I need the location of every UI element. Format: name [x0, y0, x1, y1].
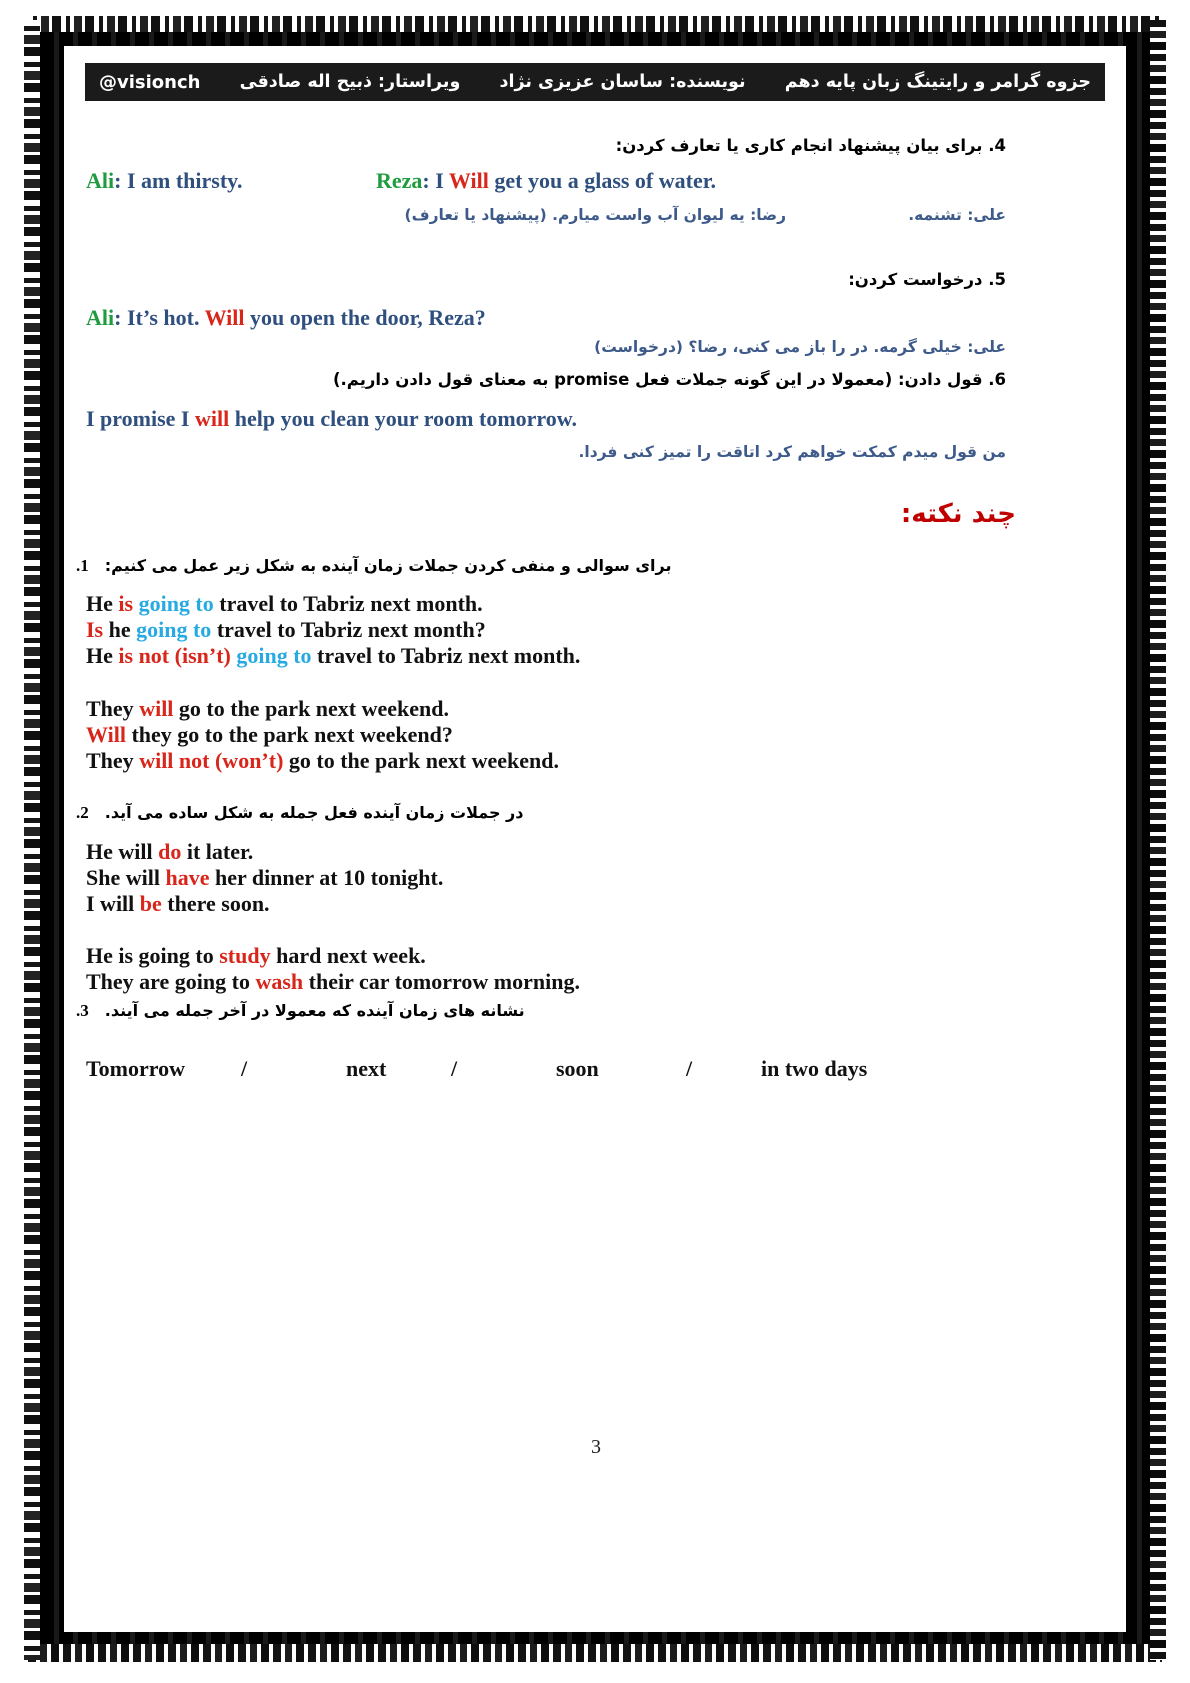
note2-example1-pre: He will	[86, 839, 159, 864]
note1-b-line3-hl-willnot: will not (won’t)	[139, 748, 284, 773]
item4-translation-a: علی: تشنمه.	[908, 206, 1006, 224]
note1-a-line3-hl-goingto: going to	[230, 643, 312, 668]
note1-b-line3	[86, 745, 559, 776]
note1-b-line1-pre: They	[86, 696, 140, 721]
note2-example3-hl-be: be	[139, 891, 162, 916]
note2-example4-post: hard next week.	[270, 943, 426, 968]
item6-example	[86, 404, 577, 434]
header-author: نویسنده: ساسان عزیزی نژاد	[499, 72, 746, 92]
note2-row	[76, 803, 986, 823]
marker-sep-3: /	[686, 1056, 693, 1081]
item5-modal-will: Will	[204, 305, 245, 330]
marker-sep-1: /	[241, 1056, 248, 1081]
note3-heading: نشانه های زمان آینده که معمولا در آخر جمله می آیند.	[104, 1001, 525, 1020]
item4-speaker-b-post: get you a glass of water.	[488, 168, 716, 193]
marker-sep-2: /	[451, 1056, 458, 1081]
marker-in-two-days: in two days	[761, 1056, 868, 1081]
note2-example2-hl-have: have	[165, 865, 210, 890]
item6-pre: I promise I	[86, 406, 195, 431]
note1-a-line3-hl-isnot: is not (isn’t)	[118, 643, 231, 668]
item4-speaker-b-name: Reza	[376, 168, 423, 193]
item4-dialog-a	[86, 166, 242, 196]
item4-speaker-a-text: : I am thirsty.	[114, 168, 243, 193]
note2-index: .2	[76, 803, 89, 822]
note1-row	[76, 556, 986, 576]
note1-b-line3-pre: They	[86, 748, 140, 773]
marker-soon: soon	[556, 1056, 599, 1081]
note2-example5-hl-wash: wash	[255, 969, 304, 994]
marker-tomorrow: Tomorrow	[86, 1056, 185, 1081]
note2-example1-post: it later.	[181, 839, 254, 864]
note1-b-line2-post: they go to the park next weekend?	[125, 722, 453, 747]
item5-post: you open the door, Reza?	[244, 305, 486, 330]
item4-modal-will: Will	[448, 168, 489, 193]
note1-a-line2-mid: he	[103, 617, 137, 642]
note1-b-line2-hl-will: Will	[86, 722, 126, 747]
note1-a-line3-post: travel to Tabriz next month.	[311, 643, 581, 668]
note2-example5	[86, 966, 580, 997]
item5-heading: 5. درخواست کردن:	[848, 270, 1006, 289]
note1-a-line3-pre: He	[86, 643, 119, 668]
note2-example3-post: there soon.	[161, 891, 270, 916]
header-title: جزوه گرامر و رایتینگ زبان پایه دهم	[784, 72, 1091, 92]
item6-post: help you clean your room tomorrow.	[229, 406, 577, 431]
note3-index: .3	[76, 1001, 89, 1020]
note1-a-line1-post: travel to Tabriz next month.	[213, 591, 483, 616]
note1-b-line3-post: go to the park next weekend.	[283, 748, 560, 773]
item5-translation: علی: خیلی گرمه. در را باز می کنی، رضا؟ (درخواست)	[594, 338, 1006, 356]
note1-a-line1-hl-is: is	[118, 591, 134, 616]
note1-index: .1	[76, 556, 89, 575]
note2-example1-hl-do: do	[158, 839, 182, 864]
note2-example3-pre: I will	[86, 891, 140, 916]
note1-a-line1-pre: He	[86, 591, 119, 616]
item6-modal-will: will	[195, 406, 230, 431]
header-social-handle: @visionch	[99, 71, 201, 93]
item4-dialog-b	[376, 166, 716, 196]
note2-example2-post: her dinner at 10 tonight.	[209, 865, 444, 890]
item4-speaker-a-name: Ali	[86, 168, 115, 193]
item5-dialog	[86, 303, 486, 333]
page-number: 3	[591, 1436, 601, 1458]
note1-a-line2-hl-is: Is	[86, 617, 104, 642]
item5-pre: : It’s hot.	[114, 305, 205, 330]
note2-example4-pre: He is going to	[86, 943, 220, 968]
future-time-markers	[86, 1056, 867, 1082]
header-editor: ویراستار: ذبیح اله صادقی	[239, 72, 461, 92]
item6-heading: 6. قول دادن: (معمولا در این گونه جملات فعل promise به معنای قول دادن داریم.)	[332, 370, 1006, 389]
item4-speaker-b-pre: : I	[422, 168, 449, 193]
note2-example2-pre: She will	[86, 865, 166, 890]
item5-speaker-name: Ali	[86, 305, 115, 330]
document-header-bar	[85, 63, 1105, 101]
note1-b-line1-hl-will: will	[139, 696, 174, 721]
item4-heading: 4. برای بیان پیشنهاد انجام کاری یا تعارف کردن:	[615, 136, 1006, 155]
note3-row	[76, 1001, 986, 1021]
note2-example4-hl-study: study	[219, 943, 271, 968]
note1-heading: برای سوالی و منفی کردن جملات زمان آینده به شکل زیر عمل می کنیم:	[104, 556, 672, 575]
note2-example5-post: their car tomorrow morning.	[303, 969, 580, 994]
page-content	[76, 56, 1116, 1622]
note1-a-line1-hl-goingto: going to	[133, 591, 214, 616]
item4-translation-b: رضا: یه لیوان آب واست میارم. (پیشنهاد یا تعارف)	[404, 206, 786, 224]
marker-next: next	[346, 1056, 387, 1081]
notes-section-title: چند نکته:	[900, 499, 1016, 529]
note1-b-line1-post: go to the park next weekend.	[173, 696, 450, 721]
note1-a-line2-post: travel to Tabriz next month?	[211, 617, 486, 642]
item6-translation: من قول میدم کمکت خواهم کرد اتاقت را تمیز کنی فردا.	[578, 443, 1006, 461]
note2-heading: در جملات زمان آینده فعل جمله به شکل ساده می آید.	[104, 803, 524, 822]
note2-example3	[86, 888, 270, 919]
note2-example5-pre: They are going to	[86, 969, 256, 994]
note1-a-line2-hl-goingto: going to	[136, 617, 212, 642]
note1-a-line3	[86, 640, 580, 671]
